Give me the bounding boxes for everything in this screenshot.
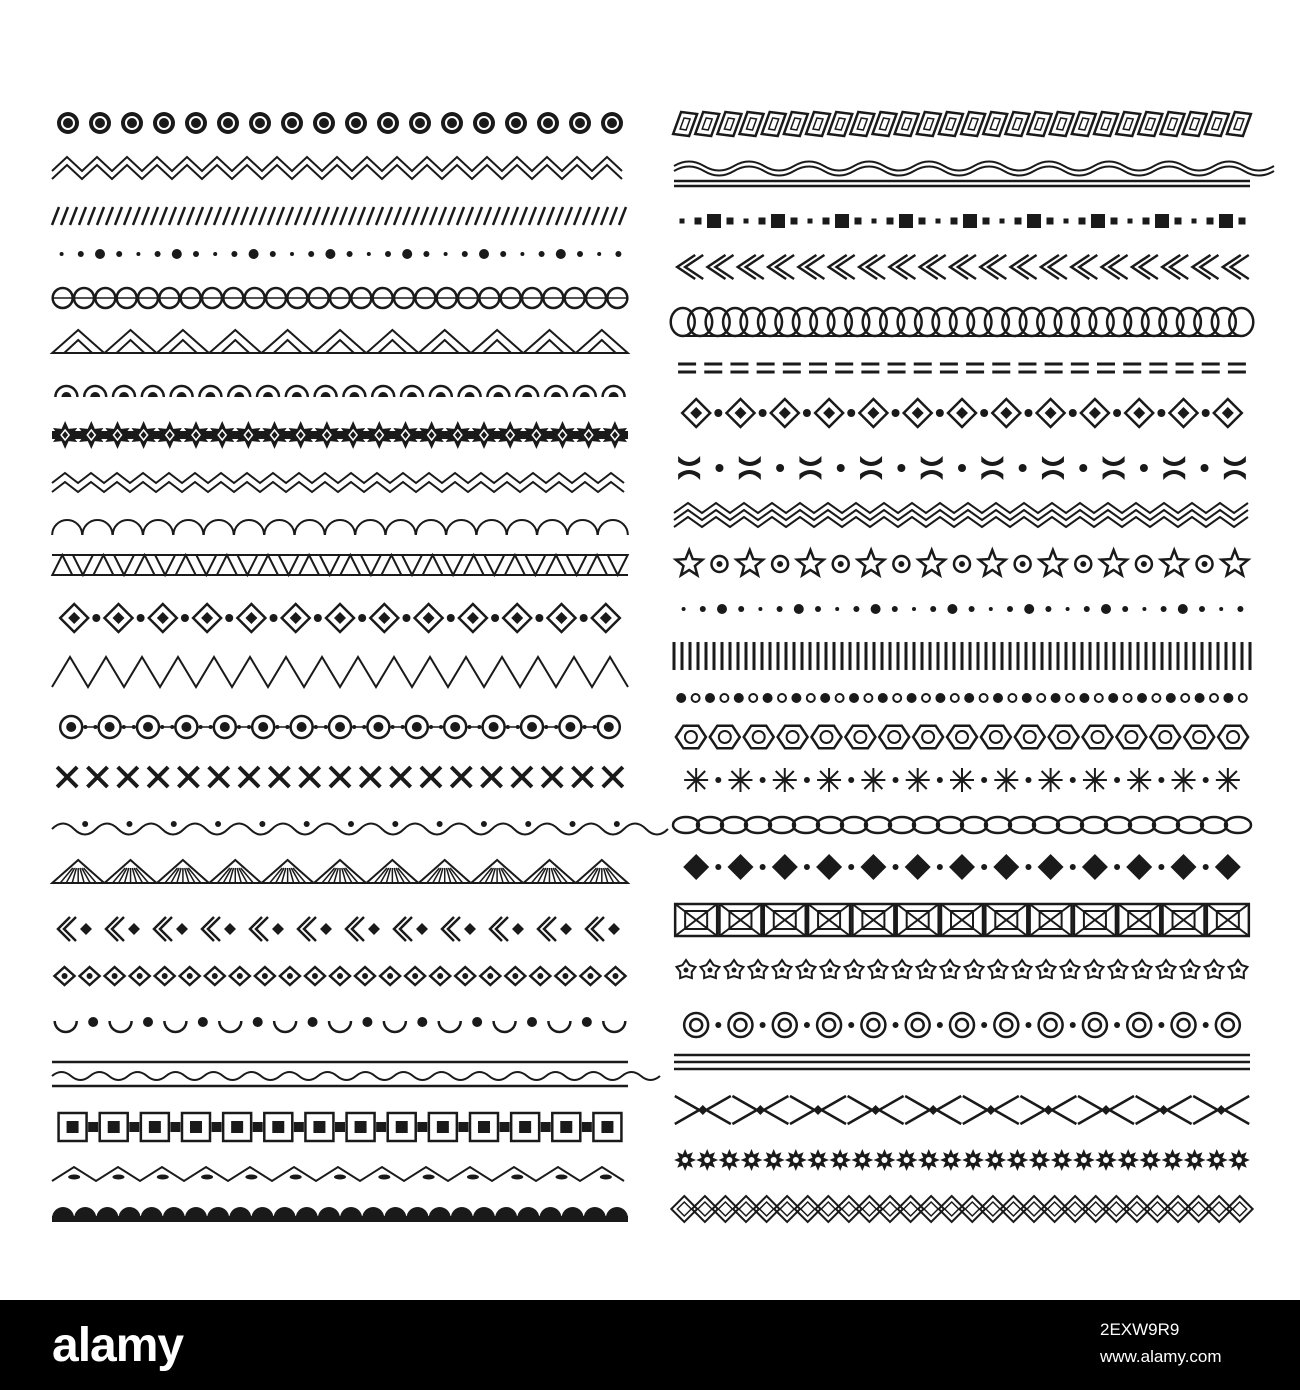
border-hexagon-row — [676, 726, 1248, 749]
border-double-dash — [678, 364, 1246, 372]
border-diagonal-hatch — [52, 207, 626, 225]
border-concentric-semicircles — [55, 386, 624, 397]
border-sharp-zigzag — [52, 657, 628, 687]
border-parallelogram-chain — [673, 112, 1251, 136]
border-triple-line — [674, 1055, 1250, 1069]
border-wave-between-lines — [52, 1062, 660, 1086]
border-cross-row — [57, 767, 623, 787]
border-diamond-lattice — [671, 1196, 1252, 1222]
border-double-zigzag-thin — [52, 473, 624, 492]
border-ring-dot-chain — [60, 716, 620, 738]
right-border-column — [671, 112, 1274, 1222]
border-small-diamond-chain — [55, 967, 626, 985]
border-small-ring-row — [676, 693, 1247, 703]
border-filled-scallop — [52, 1207, 628, 1222]
border-sunburst-row — [674, 1149, 1250, 1171]
border-vertical-bars — [674, 642, 1250, 670]
border-oval-overlap-chain — [671, 308, 1254, 336]
border-wave-dots — [52, 821, 668, 835]
border-graduated-squares — [680, 214, 1246, 228]
stock-image-id: 2EXW9R9 — [1100, 1320, 1180, 1339]
border-dash-zigzag — [52, 1167, 624, 1181]
border-filled-diamond-dot — [683, 854, 1241, 880]
stock-watermark-bar — [0, 1300, 1300, 1390]
border-hourglass-crescent — [678, 456, 1246, 480]
border-nested-triangles — [52, 330, 628, 353]
border-star-diamond-band — [52, 421, 628, 449]
border-square-dot-chain — [59, 1113, 622, 1141]
border-chevron-diamond — [58, 917, 620, 941]
border-diamond-dot-chain — [682, 399, 1242, 427]
border-triple-zigzag — [674, 503, 1248, 527]
border-ring-dot-row — [684, 1013, 1240, 1037]
border-semicircle-dot — [55, 1017, 626, 1032]
border-circle-eye-chain — [57, 112, 623, 134]
border-star-circle-row — [676, 550, 1248, 575]
border-scallop-arches — [52, 520, 628, 535]
border-hatched-triangles — [52, 860, 628, 883]
stock-url: www.alamy.com — [1100, 1347, 1222, 1366]
border-ellipse-chain — [673, 817, 1251, 833]
border-double-zigzag — [52, 157, 622, 179]
left-border-column — [52, 112, 668, 1222]
border-asterisk-dot-row — [684, 768, 1240, 792]
border-x-diamond-band — [675, 1096, 1249, 1124]
border-oval-chain — [52, 288, 628, 308]
border-flower-row — [677, 960, 1248, 978]
border-chevron-row — [677, 255, 1249, 279]
border-triangle-band — [52, 555, 628, 575]
border-crossed-box-row — [675, 904, 1249, 936]
border-diamond-dot-chain — [60, 604, 620, 632]
border-graduated-dots — [682, 604, 1244, 614]
border-wave-over-double-line — [674, 162, 1274, 187]
border-graduated-dots — [60, 249, 622, 259]
stock-logo: alamy — [52, 1319, 184, 1372]
